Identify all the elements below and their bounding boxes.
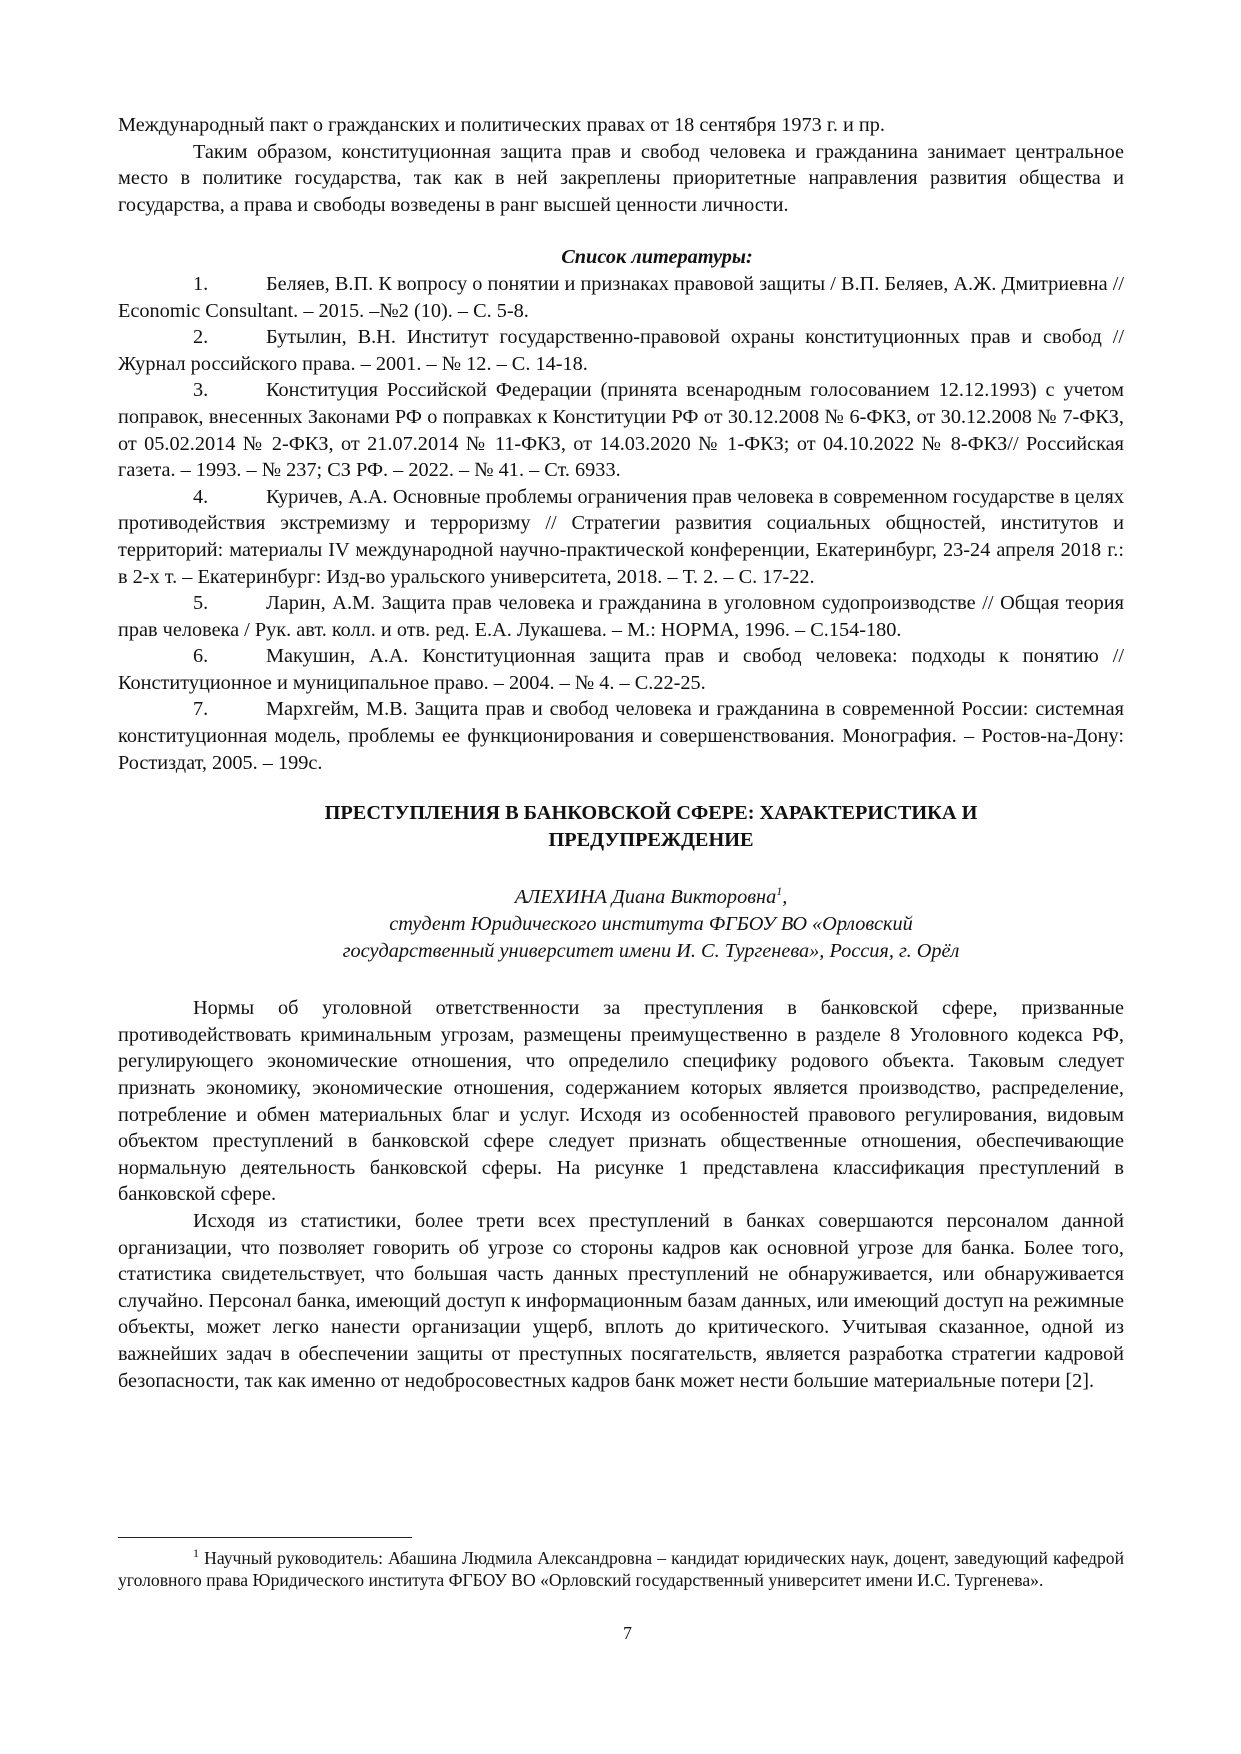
reference-text: Беляев, В.П. К вопросу о понятии и признаках правовой защиты / В.П. Беляев, А.Ж. Дмитриевна // Economic Consultant. – 2015. –№2 (10). – С. 5-8. (118, 272, 1124, 322)
references-title: Список литературы: (561, 246, 753, 269)
reference-item (118, 590, 1124, 643)
intro-continuation: Международный пакт о гражданских и политических правах от 18 сентября 1973 г. и пр. (118, 114, 885, 136)
article-paragraph: Нормы об уголовной ответственности за преступления в банковской сфере, призванные противодействовать криминальным угрозам, размещены преимущественно в разделе 8 Уголовного кодекса РФ, регулирующего экономические отношения, что определило специфику родового объекта. Таковым следует признать экономику, экономические отношения, содержанием которых является производство, распределение, потребление и обмен материальных благ и услуг. Исходя из особенностей правового регулирования, видовым объектом преступлений в банковской сфере следует признать общественные отношения, обеспечивающие нормальную деятельность банковской сферы. На рисунке 1 представлена классификация преступлений в банковской сфере. (118, 997, 1124, 1206)
reference-number: 4. (193, 485, 209, 508)
reference-number: 7. (193, 698, 209, 721)
reference-item (118, 324, 1124, 377)
article-title-line: ПРЕСТУПЛЕНИЯ В БАНКОВСКОЙ СФЕРЕ: ХАРАКТЕРИСТИКА И (324, 802, 978, 825)
reference-item (118, 377, 1124, 483)
author-line (178, 884, 1124, 911)
reference-number: 1. (193, 272, 209, 295)
article-title-line: ПРЕДУПРЕЖДЕНИЕ (548, 828, 754, 851)
reference-text: Куричев, А.А. Основные проблемы ограничения прав человека в современном государстве в целях противодействия экстремизму и терроризму // Стратегии развития социальных общностей, институтов и территорий: материалы IV международной научно-практической конференции, Екатеринбург, 23-24 апреля 2018 г.: в 2-х т. – Екатеринбург: Изд-во уральского университета, 2018. – Т. 2. – С. 17-22. (118, 485, 1124, 588)
reference-number: 3. (193, 379, 209, 402)
page-content (118, 112, 1124, 1394)
footnote-text: Научный руководитель: Абашина Людмила Александровна – кандидат юридических наук, доцент, заведующий кафедрой уголовного права Юридического института ФГБОУ ВО «Орловский государственный университет имени И.С. Тургенева». (118, 1548, 1124, 1591)
footnote-reference[interactable]: 1 (776, 884, 783, 899)
page-number (0, 1622, 1241, 1644)
author-comma: , (782, 886, 788, 909)
reference-number: 2. (193, 326, 209, 349)
author-block (178, 884, 1124, 964)
reference-item (118, 696, 1124, 776)
reference-text: Бутылин, В.Н. Институт государственно-правовой охраны конституционных прав и свобод // Журнал российского права. – 2001. – № 12. – С. 14-18. (118, 326, 1124, 375)
footnote (118, 1547, 1124, 1592)
page-number-value: 7 (623, 1623, 632, 1643)
article-paragraph: Исходя из статистики, более трети всех преступлений в банках совершаются персоналом данной организации, что позволяет говорить об угрозе со стороны кадров как основной угрозе для банка. Более того, статистика свидетельствует, что большая часть данных преступлений не обнаруживается, или обнаруживается случайно. Персонал банка, имеющий доступ к информационным базам данных, или имеющий доступ на режимные объекты, может легко нанести организации ущерб, вплоть до критического. Учитывая сказанное, одной из важнейших задач в обеспечении защиты от преступных посягательств, является разработка стратегии кадровой безопасности, так как именно от недобросовестных кадров банк может нести большие материальные потери [2]. (118, 1209, 1124, 1392)
reference-text: Ларин, А.М. Защита прав человека и гражданина в уголовном судопроизводстве // Общая теория прав человека / Рук. авт. колл. и отв. ред. Е.А. Лукашева. – М.: НОРМА, 1996. – С.154-180. (118, 592, 1124, 641)
reference-text: Макушин, А.А. Конституционная защита прав и свобод человека: подходы к понятию // Конституционное и муниципальное право. – 2004. – № 4. – С.22-25. (118, 645, 1124, 694)
reference-number: 6. (193, 645, 209, 668)
reference-item (118, 271, 1124, 324)
reference-item (118, 484, 1124, 590)
reference-number: 5. (193, 592, 209, 615)
author-name: АЛЕХИНА Диана Викторовна (514, 886, 777, 909)
reference-text: Конституция Российской Федерации (принята всенародным голосованием 12.12.1993) с учетом поправок, внесенных Законами РФ о поправках к Конституции РФ от 30.12.2008 № 6-ФКЗ, от 30.12.2008 № 7-ФКЗ, от 05.02.2014 № 2-ФКЗ, от 21.07.2014 № 11-ФКЗ, от 14.03.2020 № 1-ФКЗ; от 04.10.2022 № 8-ФКЗ// Российская газета. – 1993. – № 237; СЗ РФ. – 2022. – № 41. – Ст. 6933. (118, 379, 1124, 482)
article-title (178, 800, 1124, 853)
footnote-separator (118, 1537, 412, 1538)
author-affiliation: студент Юридического института ФГБОУ ВО «Орловский (389, 913, 913, 936)
intro-conclusion: Таким образом, конституционная защита прав и свобод человека и гражданина занимает центральное место в политике государства, так как в ней закреплены приоритетные направления развития общества и государства, а права и свободы возведены в ранг высшей ценности личности. (118, 140, 1124, 216)
reference-text: Мархгейм, М.В. Защита прав и свобод человека и гражданина в современной России: системная конституционная модель, проблемы ее функционирования и совершенствования. Монография. – Ростов-на-Дону: Ростиздат, 2005. – 199с. (118, 698, 1124, 774)
footnote-mark: 1 (193, 1546, 199, 1561)
references-list (118, 271, 1124, 776)
reference-item (118, 643, 1124, 696)
author-affiliation: государственный университет имени И. С. Тургенева», Россия, г. Орёл (342, 939, 960, 962)
